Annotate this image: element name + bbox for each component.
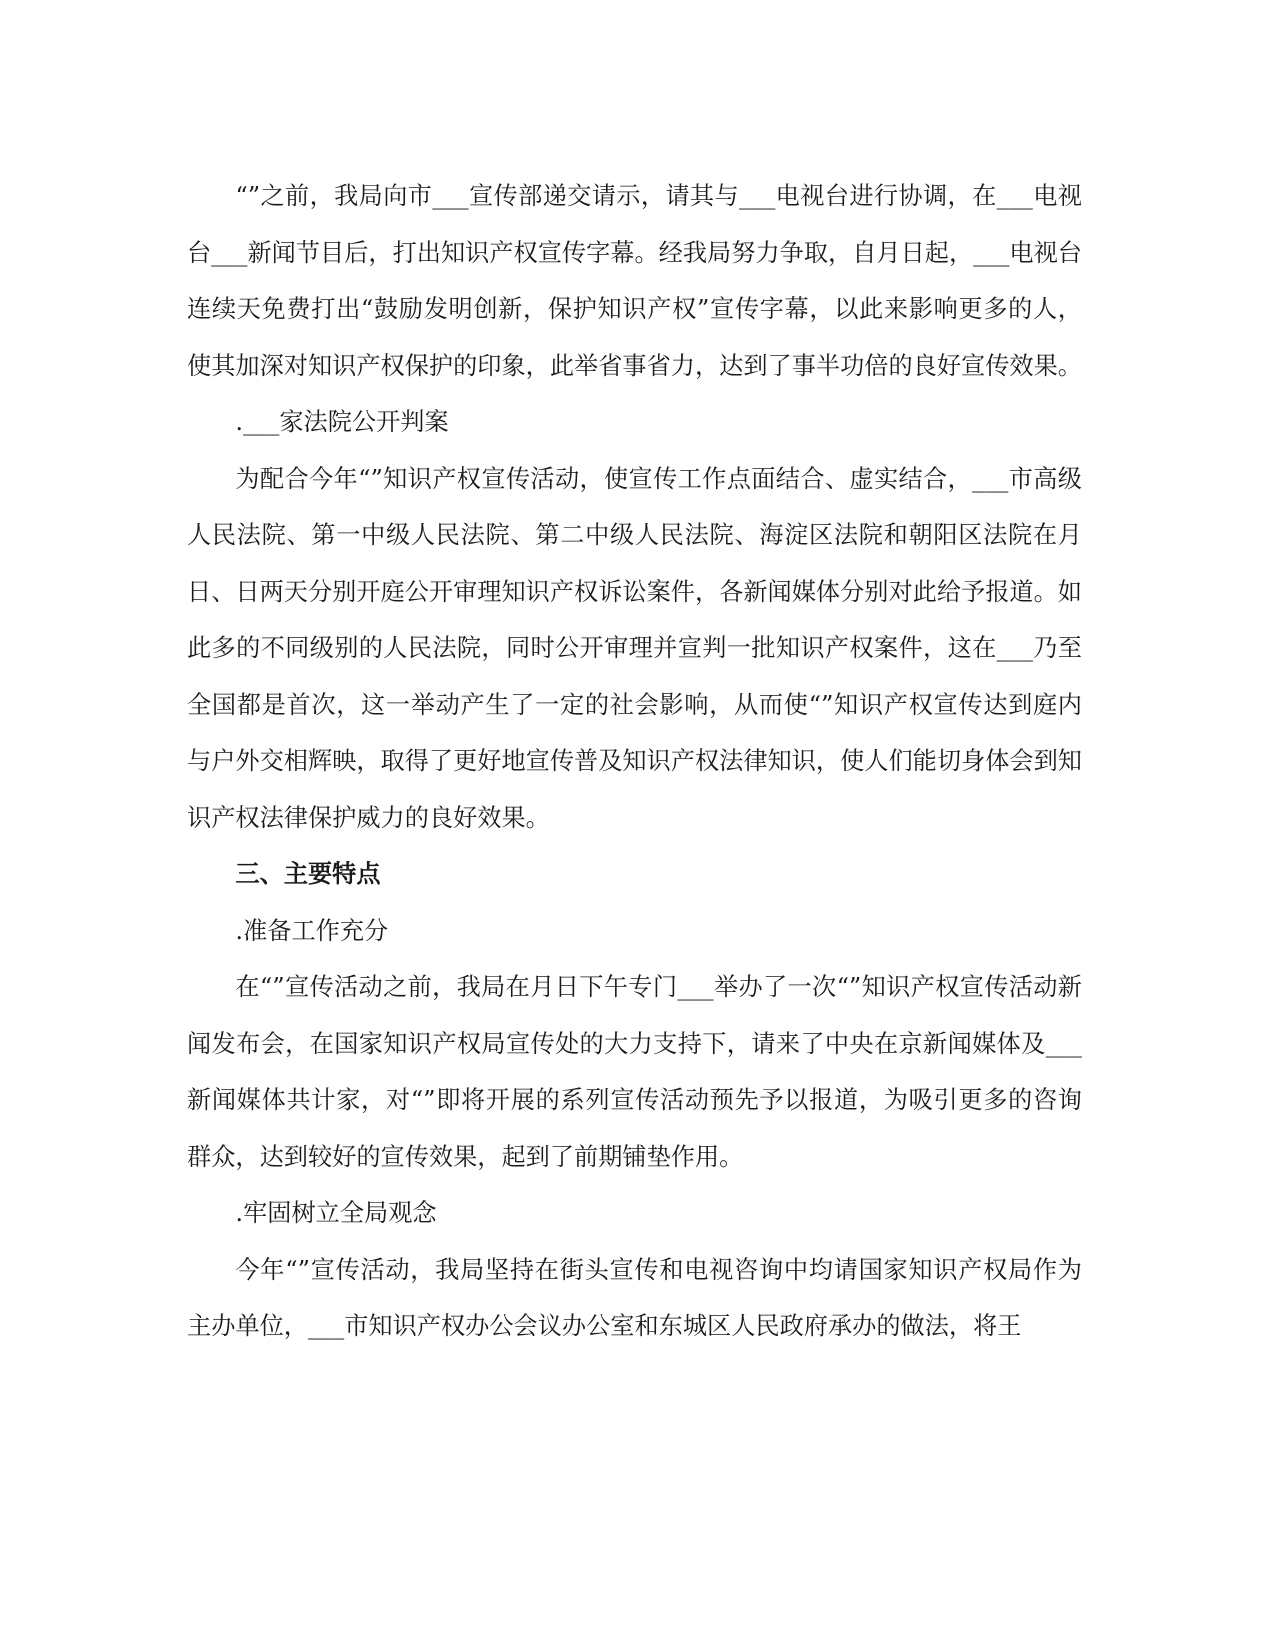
paragraph-press-conference: 在“”宣传活动之前，我局在月日下午专门___举办了一次“”知识产权宣传活动新闻发布会，在国家知识产权局宣传处的大力支持下，请来了中央在京新闻媒体及___新闻媒体共计家，对“”即将开展的系列宣传活动预先予以报道，为吸引更多的咨询群众，达到较好的宣传效果，起到了前期铺垫作用。 bbox=[187, 973, 1082, 1171]
subheading-overall-view: .牢固树立全局观念 bbox=[235, 1199, 437, 1227]
document-body bbox=[187, 168, 1082, 1355]
subheading-preparation: .准备工作充分 bbox=[235, 916, 389, 945]
paragraph-organizers: 今年“”宣传活动，我局坚持在街头宣传和电视咨询中均请国家知识产权局作为主办单位，___市知识产权办公会议办公室和东城区人民政府承办的做法，将王 bbox=[187, 1255, 1082, 1340]
section-heading-main-features: 三、主要特点 bbox=[235, 859, 381, 888]
subheading-courts: .___家法院公开判案 bbox=[235, 408, 449, 436]
paragraph-court-trials: 为配合今年“”知识产权宣传活动，使宣传工作点面结合、虚实结合，___市高级人民法院、第一中级人民法院、第二中级人民法院、海淀区法院和朝阳区法院在月日、日两天分别开庭公开审理知识产权诉讼案件，各新闻媒体分别对此给予报道。如此多的不同级别的人民法院，同时公开审理并宣判一批知识产权案件，这在___乃至全国都是首次，这一举动产生了一定的社会影响，从而使“”知识产权宣传达到庭内与户外交相辉映，取得了更好地宣传普及知识产权法律知识，使人们能切身体会到知识产权法律保护威力的良好效果。 bbox=[187, 464, 1082, 832]
paragraph-tv-subtitles: “”之前，我局向市___宣传部递交请示，请其与___电视台进行协调，在___电视台___新闻节目后，打出知识产权宣传字幕。经我局努力争取，自月日起，___电视台连续天免费打出“鼓励发明创新，保护知识产权”宣传字幕，以此来影响更多的人，使其加深对知识产权保护的印象，此举省事省力，达到了事半功倍的良好宣传效果。 bbox=[187, 182, 1082, 380]
